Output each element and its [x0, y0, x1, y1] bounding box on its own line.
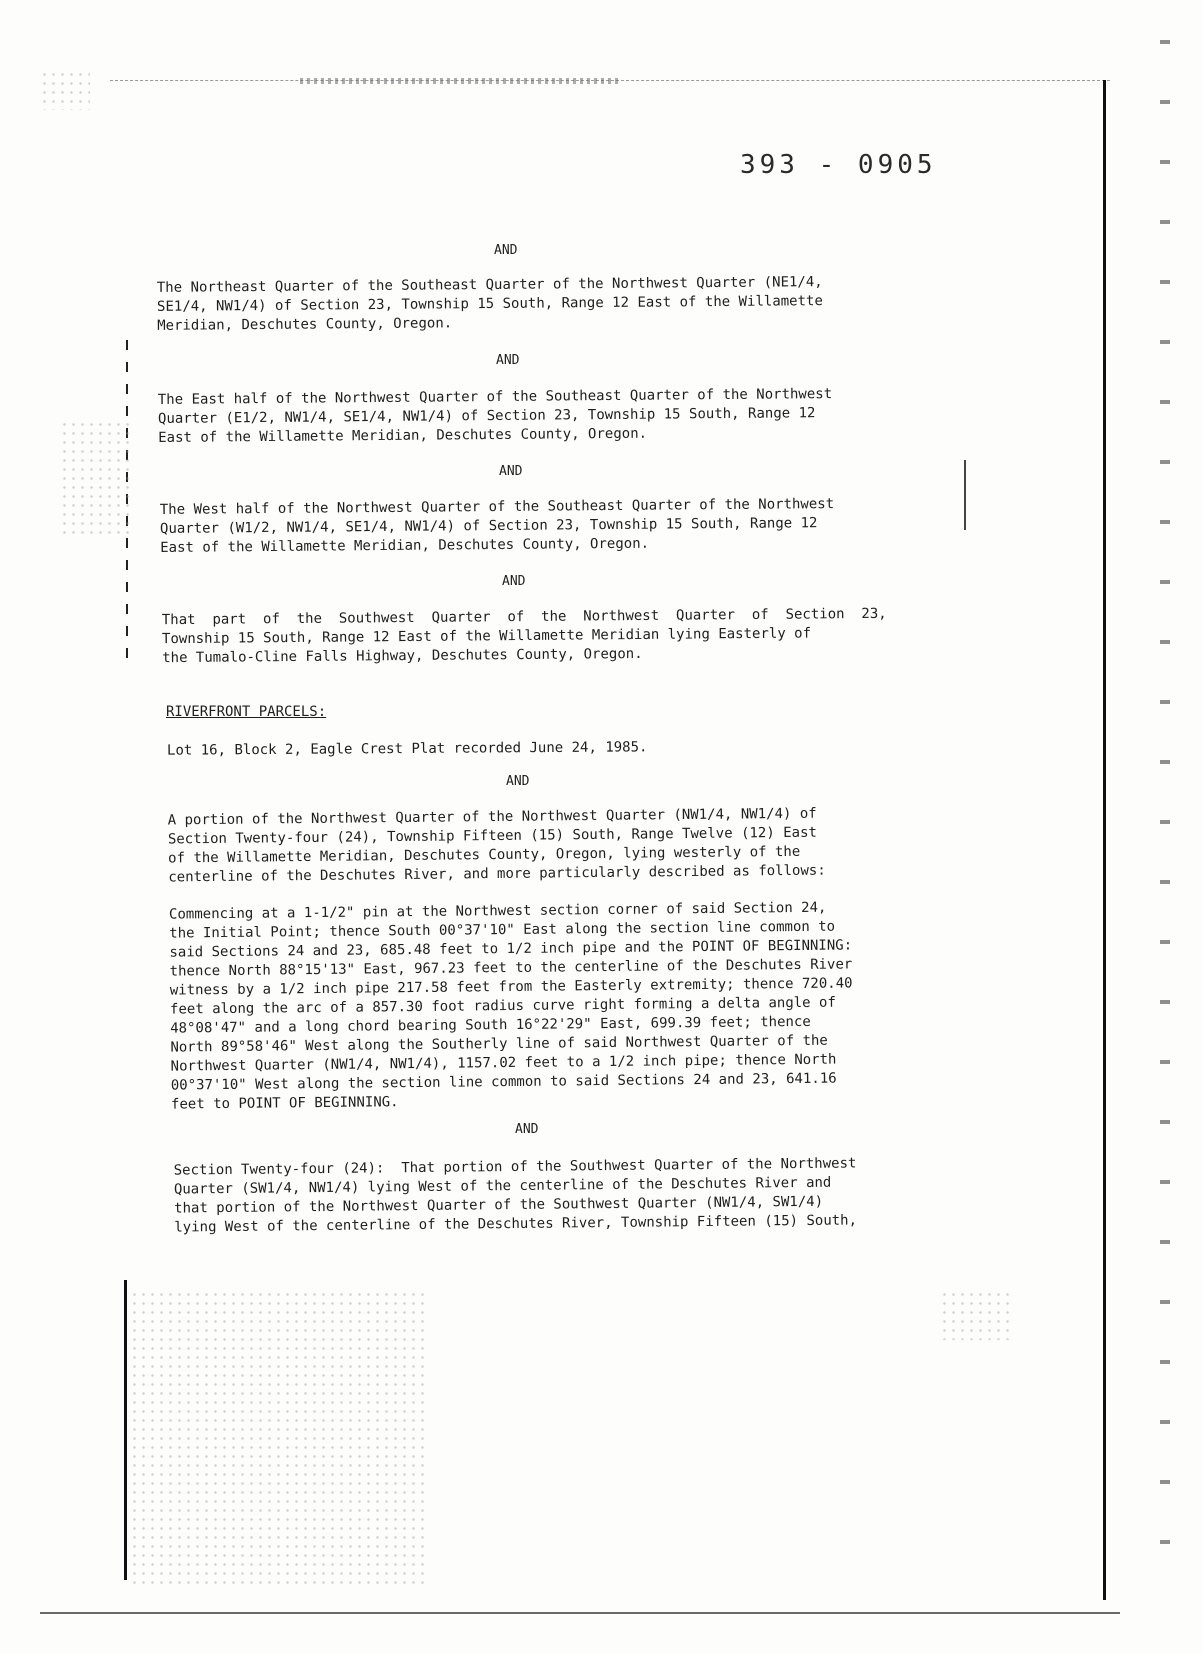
- scan-top-smudge: [300, 78, 620, 84]
- legal-description-paragraph: Lot 16, Block 2, Eagle Crest Plat recorded June 24, 1985.: [166, 739, 648, 759]
- scan-speckle: [60, 420, 130, 540]
- legal-description-paragraph: The West half of the Northwest Quarter of the Southeast Quarter of the Northwest Quarter (W1/2, NW1/4, SE1/4, NW1/4) of Section 23, Township 15 South, Range 12 East of the Willamette Meridian, Deschutes County, Oregon.: [159, 496, 835, 556]
- scan-bottom-rule: [40, 1612, 1120, 1614]
- legal-description-paragraph: The Northeast Quarter of the Southeast Quarter of the Northwest Quarter (NE1/4, SE1/4, NW1/4) of Section 23, Township 15 South, Range 12 East of the Willamette Meridian, Deschutes County, Oregon.: [156, 274, 823, 334]
- and-separator: AND: [499, 464, 523, 479]
- and-separator: AND: [515, 1122, 539, 1137]
- scan-right-border: [1103, 80, 1106, 1600]
- scan-mark: [964, 460, 966, 530]
- scan-speckle: [40, 70, 90, 110]
- and-separator: AND: [506, 774, 530, 789]
- scan-speckle: [940, 1290, 1010, 1340]
- and-separator: AND: [494, 243, 518, 258]
- page-number: 393 - 0905: [740, 150, 937, 180]
- scan-edge-marks: [1160, 40, 1170, 1600]
- scan-speckle: [130, 1290, 430, 1590]
- legal-description-paragraph: The East half of the Northwest Quarter of the Southeast Quarter of the Northwest Quarter (E1/2, NW1/4, SE1/4, NW1/4) of Section 23, Township 15 South, Range 12 East of the Willamette Meridian, Deschutes County, Oregon.: [157, 386, 833, 446]
- and-separator: AND: [502, 574, 526, 589]
- legal-description-paragraph: Section Twenty-four (24): That portion of the Southwest Quarter of the Northwest Quarter (SW1/4, NW1/4) lying West of the centerline of the Deschutes River and that portion of the Northwest Quarter of the Southwest Quarter (NW1/4, SW1/4) lying West of the centerline of the Deschutes River, Township Fifteen (15) South,: [173, 1155, 858, 1236]
- scan-left-border: [124, 1280, 127, 1580]
- section-heading: RIVERFRONT PARCELS:: [166, 704, 327, 720]
- and-separator: AND: [496, 353, 520, 368]
- legal-description-paragraph: Commencing at a 1-1/2" pin at the Northwest section corner of said Section 24, the Initial Point; thence South 00°37'10" East along the section line common to said Sections 24 and 23, 685.48 feet to 1/2 inch pipe and the POINT OF BEGINNING: thence North 88°15'13" East, 967.23 feet to the centerline of the Deschutes River witness by a 1/2 inch pipe 217.58 feet from the Easterly extremity; thence 720.40 feet along the arc of a 857.30 foot radius curve right forming a delta angle of 48°08'47" and a long chord bearing South 16°22'29" East, 699.39 feet; thence North 89°58'46" West along the Southerly line of said Northwest Quarter of the Northwest Quarter (NW1/4, NW1/4), 1157.02 feet to a 1/2 inch pipe; thence North 00°37'10" West along the section line common to said Sections 24 and 23, 641.16 feet to POINT OF BEGINNING.: [168, 899, 853, 1113]
- legal-description-paragraph: A portion of the Northwest Quarter of the Northwest Quarter (NW1/4, NW1/4) of Section Twenty-four (24), Township Fifteen (15) South, Range Twelve (12) East of the Willamette Meridian, Deschutes County, Oregon, lying westerly of the centerline of the Deschutes River, and more particularly described as follows:: [167, 805, 826, 886]
- legal-description-paragraph: That part of the Southwest Quarter of the Northwest Quarter of Section 23, Township 15 South, Range 12 East of the Willamette Meridian lying Easterly of the Tumalo-Cline Falls Highway, Deschutes County, Oregon.: [161, 605, 887, 667]
